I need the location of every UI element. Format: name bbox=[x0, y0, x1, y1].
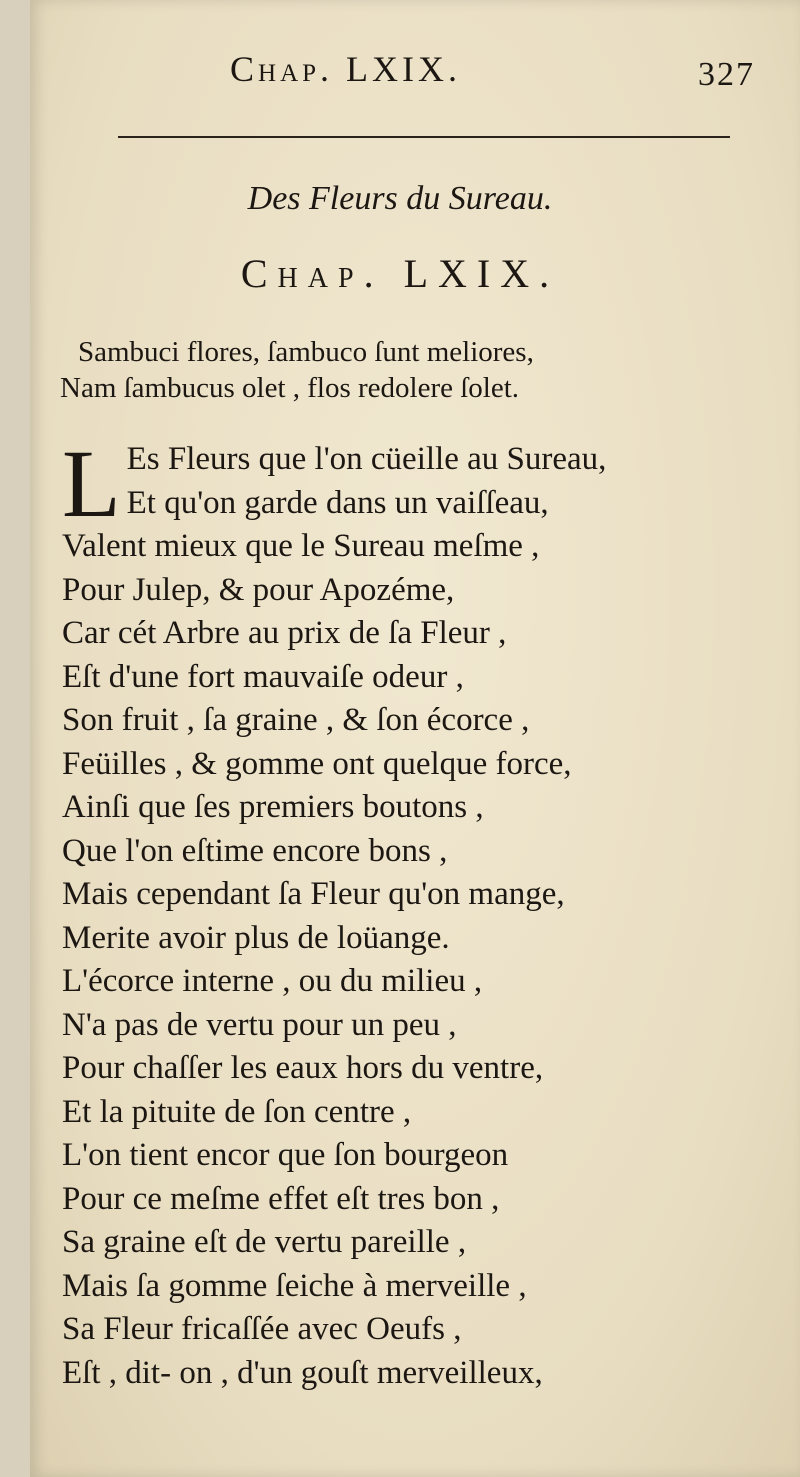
verse-line: N'a pas de vertu pour un peu , bbox=[62, 1006, 457, 1043]
verse-line: Eſt , dit- on , d'un gouſt merveilleux, bbox=[62, 1354, 543, 1391]
verse-line: L'écorce interne , ou du milieu , bbox=[62, 963, 483, 999]
verse-line: Ainſi que ſes premiers boutons , bbox=[62, 789, 484, 825]
section-heading: Des Fleurs du Sureau. bbox=[247, 180, 553, 217]
verse-line: Merite avoir plus de loüange. bbox=[62, 919, 450, 956]
header-rule bbox=[118, 136, 730, 138]
chapter-title: Chap. LXIX. bbox=[240, 251, 560, 296]
page-number: 327 bbox=[698, 56, 755, 93]
verse-line: Que l'on eſtime encore bons , bbox=[62, 832, 448, 869]
epigraph-line: Sambuci flores, ſambuco ſunt meliores, bbox=[78, 336, 534, 368]
verse-line: L'on tient encor que ſon bourgeon bbox=[62, 1137, 509, 1173]
verse-line: Car cét Arbre au prix de ſa Fleur , bbox=[62, 615, 507, 651]
verse-line: Eſt d'une fort mauvaiſe odeur , bbox=[62, 658, 464, 695]
verse-line: Son fruit , ſa graine , & ſon écorce , bbox=[62, 702, 530, 738]
verse-line: Et la pituite de ſon centre , bbox=[62, 1093, 412, 1130]
running-head: Chap. LXIX. bbox=[230, 49, 461, 89]
epigraph-line: Nam ſambucus olet , flos redolere ſolet. bbox=[60, 372, 520, 404]
verse-line: Pour chaſſer les eaux hors du ventre, bbox=[62, 1050, 544, 1086]
verse-body bbox=[62, 430, 607, 1395]
drop-cap: L bbox=[62, 430, 121, 537]
verse-line: Sa Fleur fricaſſée avec Oeufs , bbox=[62, 1311, 462, 1347]
latin-epigraph bbox=[60, 334, 534, 406]
verse-line: Feüilles , & gomme ont quelque force, bbox=[62, 745, 572, 782]
verse-line: Sa graine eſt de vertu pareille , bbox=[62, 1224, 467, 1260]
verse-line: Et qu'on garde dans un vaiſſeau, bbox=[126, 484, 549, 521]
verse-line: Pour Julep, & pour Apozéme, bbox=[62, 571, 455, 608]
verse-line: Mais ſa gomme ſeiche à merveille , bbox=[62, 1267, 527, 1304]
verse-line: Es Fleurs que l'on cüeille au Sureau, bbox=[126, 441, 607, 477]
verse-line: Mais cependant ſa Fleur qu'on mange, bbox=[62, 876, 565, 912]
verse-line: Pour ce meſme effet eſt tres bon , bbox=[62, 1180, 500, 1217]
verse-line: Valent mieux que le Sureau meſme , bbox=[62, 528, 540, 564]
